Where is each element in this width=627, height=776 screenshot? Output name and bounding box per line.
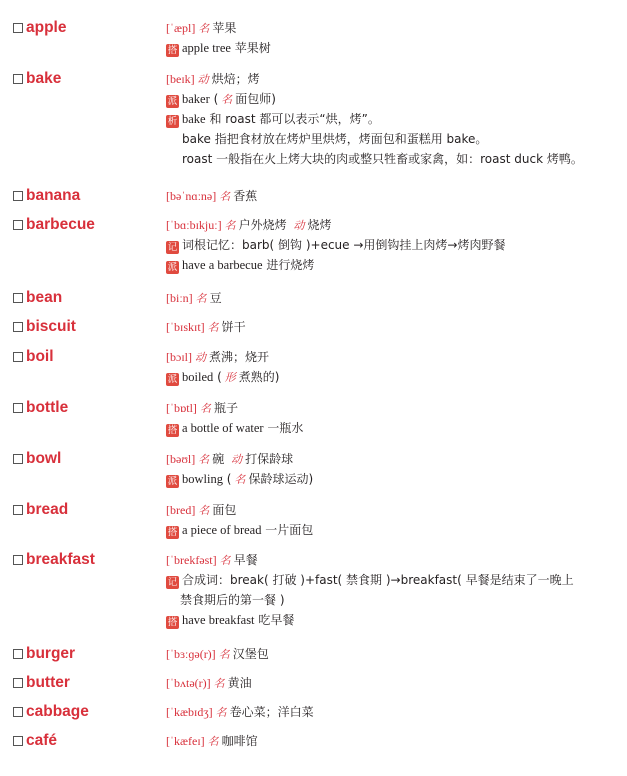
definition-line: [ˈbɑːbɪkjuː] 名 户外烧烤 动 烧烤 — [166, 218, 332, 232]
checkbox[interactable] — [13, 220, 23, 230]
definition-line: [beɪk] 动 烘焙；烤 — [166, 72, 260, 86]
collocation-line: 搭 have breakfast 吃早餐 — [167, 613, 295, 628]
definition-line: [ˈbɪskɪt] 名 饼干 — [166, 320, 246, 334]
checkbox[interactable] — [13, 352, 23, 362]
collocation-line: 搭 apple tree 苹果树 — [167, 41, 271, 56]
checkbox[interactable] — [13, 678, 23, 688]
derivative-line: 派 bowling ( 名 保龄球运动) — [167, 472, 314, 487]
headword: biscuit — [26, 318, 76, 335]
note-line: bake 指把食材放在烤炉里烘烤，烤面包和蛋糕用 bake。 — [182, 132, 488, 146]
checkbox[interactable] — [13, 74, 23, 84]
headword: cabbage — [26, 703, 89, 720]
definition-line: [bəˈnɑːnə] 名 香蕉 — [166, 189, 258, 203]
headword: burger — [26, 645, 76, 662]
definition-line: [ˈbʌtə(r)] 名 黄油 — [166, 676, 252, 690]
checkbox[interactable] — [13, 649, 23, 659]
collocation-tag: 搭 — [167, 425, 178, 436]
definition-line: [ˈbɜːɡə(r)] 名 汉堡包 — [166, 647, 269, 661]
memory-tag: 记 — [167, 577, 178, 588]
derivative-line: 派 boiled ( 形 煮熟的) — [167, 370, 280, 385]
checkbox[interactable] — [13, 707, 23, 717]
part-of-speech: 名 — [198, 22, 210, 35]
note-line: roast 一般指在火上烤大块的肉或整只牲畜或家禽，如：roast duck 烤鸭。 — [182, 152, 583, 166]
headword: butter — [26, 674, 70, 691]
derivative-line: 派 baker ( 名 面包师) — [167, 92, 276, 107]
headword: breakfast — [26, 551, 95, 568]
checkbox[interactable] — [13, 322, 23, 332]
collocation-tag: 搭 — [167, 617, 178, 628]
collocation-line: 搭 a bottle of water 一瓶水 — [167, 421, 304, 436]
memory-line: 记 词根记忆：barb( 倒钩 )+ecue →用倒钩挂上肉烤→烤肉野餐 — [167, 238, 506, 253]
checkbox[interactable] — [13, 505, 23, 515]
meaning: 苹果 — [212, 21, 237, 35]
derivative-line: 派 have a barbecue 进行烧烤 — [167, 258, 315, 273]
memory-continued-line: 禁食期后的第一餐 ) — [180, 593, 285, 607]
analysis-line: 析 bake 和 roast 都可以表示“烘，烤”。 — [167, 112, 380, 127]
headword: bean — [26, 289, 63, 306]
definition-line: [bred] 名 面包 — [166, 503, 237, 517]
checkbox[interactable] — [13, 23, 23, 33]
headword: bottle — [26, 399, 69, 416]
definition-line: [bɔɪl] 动 煮沸；烧开 — [166, 350, 270, 364]
definition-line — [166, 18, 621, 38]
headword: bowl — [26, 450, 62, 467]
definition-line: [ˈbrekfəst] 名 早餐 — [166, 553, 258, 567]
checkbox[interactable] — [13, 454, 23, 464]
headword: apple — [26, 19, 67, 36]
headword: boil — [26, 348, 54, 365]
headword: bake — [26, 70, 62, 87]
checkbox[interactable] — [13, 293, 23, 303]
checkbox[interactable] — [13, 736, 23, 746]
analysis-tag: 析 — [167, 116, 178, 127]
checkbox[interactable] — [13, 191, 23, 201]
collocation-tag: 搭 — [167, 527, 178, 538]
definition-line: [ˈbɒtl] 名 瓶子 — [166, 401, 238, 415]
headword: barbecue — [26, 216, 95, 233]
phonetic: [ˈæpl] — [166, 21, 196, 35]
checkbox[interactable] — [13, 555, 23, 565]
derivative-tag: 派 — [167, 476, 178, 487]
definition-line: [ˈkæfeɪ] 名 咖啡馆 — [166, 734, 258, 748]
derivative-tag: 派 — [167, 96, 178, 107]
derivative-tag: 派 — [167, 262, 178, 273]
checkbox[interactable] — [13, 403, 23, 413]
headword: bread — [26, 501, 69, 518]
collocation-line: 搭 a piece of bread 一片面包 — [167, 523, 314, 538]
memory-line: 记 合成词：break( 打破 )+fast( 禁食期 )→breakfast( 早餐是结束了一晚上 — [167, 573, 574, 588]
collocation-tag: 搭 — [167, 45, 178, 56]
definition-line: [biːn] 名 豆 — [166, 291, 222, 305]
derivative-tag: 派 — [167, 374, 178, 385]
definition-line: [ˈkæbɪdʒ] 名 卷心菜；洋白菜 — [166, 705, 314, 719]
definition-line: [bəʊl] 名 碗 动 打保龄球 — [166, 452, 294, 466]
memory-tag: 记 — [167, 242, 178, 253]
headword: banana — [26, 187, 81, 204]
headword: café — [26, 732, 58, 749]
